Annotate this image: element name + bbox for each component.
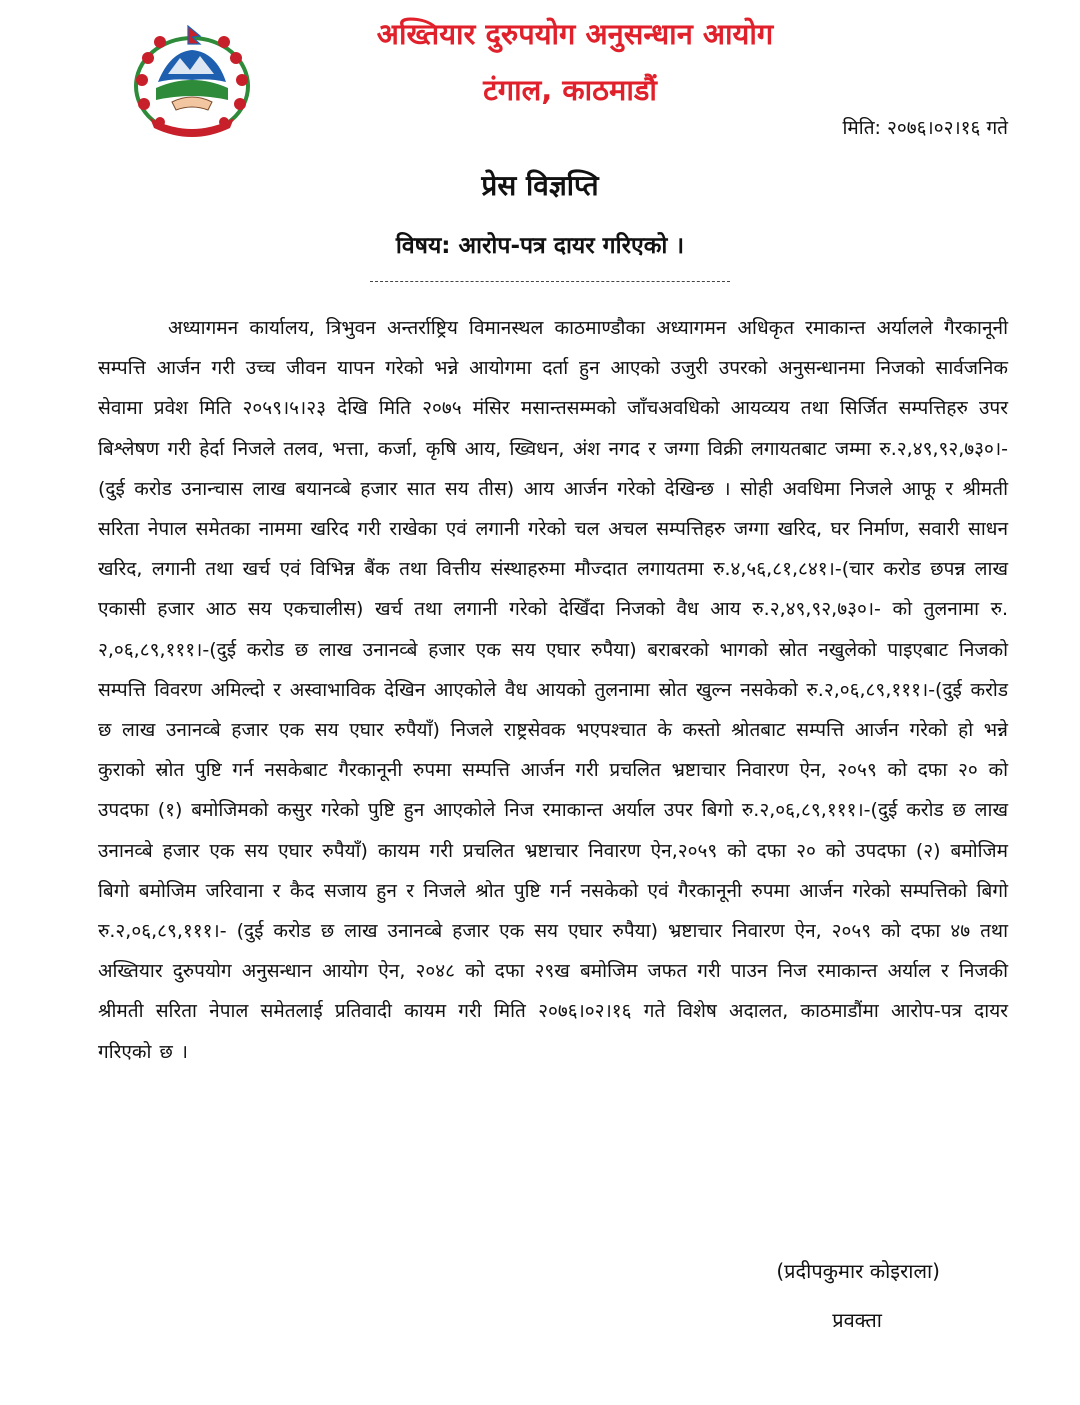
organization-location: टंगाल, काठमाडौं [483, 73, 657, 107]
date-line: मिति: २०७६।०२।१६ गते [842, 117, 1008, 139]
subject-line: विषय: आरोप-पत्र दायर गरिएको । [395, 233, 685, 259]
body-paragraph: अध्यागमन कार्यालय, त्रिभुवन अन्तर्राष्ट्रिय विमानस्थल काठमाण्डौका अध्यागमन अधिकृत रमाकान्त अर्यालले गैरकानूनी सम्पत्ति आर्जन गरी उच्च जीवन यापन गरेको भन्ने आयोगमा दर्ता हुन आएको उजुरी उपरको अनुसन्धानमा निजको सार्वजनिक सेवामा प्रवेश मिति २०५९।५।२३ देखि मिति २०७५ मंसिर मसान्तसम्मको जाँचअवधिको आयव्यय तथा सिर्जित सम्पत्तिहरु उपर बिश्लेषण गरी हेर्दा निजले तलव, भत्ता, कर्जा, कृषि आय, ख्विधन, अंश नगद र जग्गा विक्री लगायतबाट जम्मा रु.२,४९,९२,७३०।- (दुई करोड उनान्चास लाख बयानव्बे हजार सात सय तीस) आय आर्जन गरेको देखिन्छ । सोही अवधिमा निजले आफू र श्रीमती सरिता नेपाल समेतका नाममा खरिद गरी राखेका एवं लगानी गरेको चल अचल सम्पत्तिहरु जग्गा खरिद, घर निर्माण, सवारी साधन खरिद, लगानी तथा खर्च एवं विभिन्न बैंक तथा वित्तीय संस्थाहरुमा मौज्दात लगायतमा रु.४,५६,८१,८४१।-(चार करोड छपन्न लाख एकासी हजार आठ सय एकचालीस) खर्च तथा लगानी गरेको देखिँदा निजको वैध आय रु.२,४९,९२,७३०।- को तुलनामा रु. २,०६,८९,१११।-(दुई करोड छ लाख उनानव्बे हजार एक सय एघार रुपैया) बराबरको भागको स्रोत नखुलेको पाइएबाट निजको सम्पत्ति विवरण अमिल्दो र अस्वाभाविक देखिन आएकोले वैध आयको तुलनामा स्रोत खुल्न नसकेको रु.२,०६,८९,१११।-(दुई करोड छ लाख उनानव्बे हजार एक सय एघार रुपैयाँ) निजले राष्ट्रसेवक भएपश्चात के कस्तो श्रोतबाट सम्पत्ति आर्जन गरेको हो भन्ने कुराको स्रोत पुष्टि गर्न नसकेबाट गैरकानूनी रुपमा सम्पत्ति आर्जन गरी प्रचलित भ्रष्टाचार निवारण ऐन, २०५९ को दफा २० को उपदफा (१) बमोजिमको कसुर गरेको पुष्टि हुन आएकोले निज रमाकान्त अर्याल उपर बिगो रु.२,०६,८९,१११।-(दुई करोड छ लाख उनानव्बे हजार एक सय एघार रुपैयाँ) कायम गरी प्रचलित भ्रष्टाचार निवारण ऐन,२०५९ को दफा २० को उपदफा (२) बमोजिम बिगो बमोजिम जरिवाना र कैद सजाय हुन र निजले श्रोत पुष्टि गर्न नसकेको एवं गैरकानूनी रुपमा आर्जन गरेको सम्पत्तिको बिगो रु.२,०६,८९,१११।- (दुई करोड छ लाख उनानव्बे हजार एक सय एघार रुपैया) भ्रष्टाचार निवारण ऐन, २०५९ को दफा ४७ तथा अख्तियार दुरुपयोग अनुसन्धान आयोग ऐन, २०४८ को दफा २९ख बमोजिम जफत गरी पाउन निज रमाकान्त अर्याल र निजकी श्रीमती सरिता नेपाल समेतलाई प्रतिवादी कायम गरी मिति २०७६।०२।१६ गते विशेष अदालत, काठमाडौंमा आरोप-पत्र दायर गरिएको छ । [98, 317, 1008, 1063]
signer-title: प्रवक्ता [832, 1308, 882, 1332]
notice-title: प्रेस विज्ञप्ति [481, 169, 599, 202]
signer-name: (प्रदीपकुमार कोइराला) [776, 1259, 940, 1283]
organization-name: अख्तियार दुरुपयोग अनुसन्धान आयोग [376, 17, 774, 51]
divider [370, 281, 730, 282]
